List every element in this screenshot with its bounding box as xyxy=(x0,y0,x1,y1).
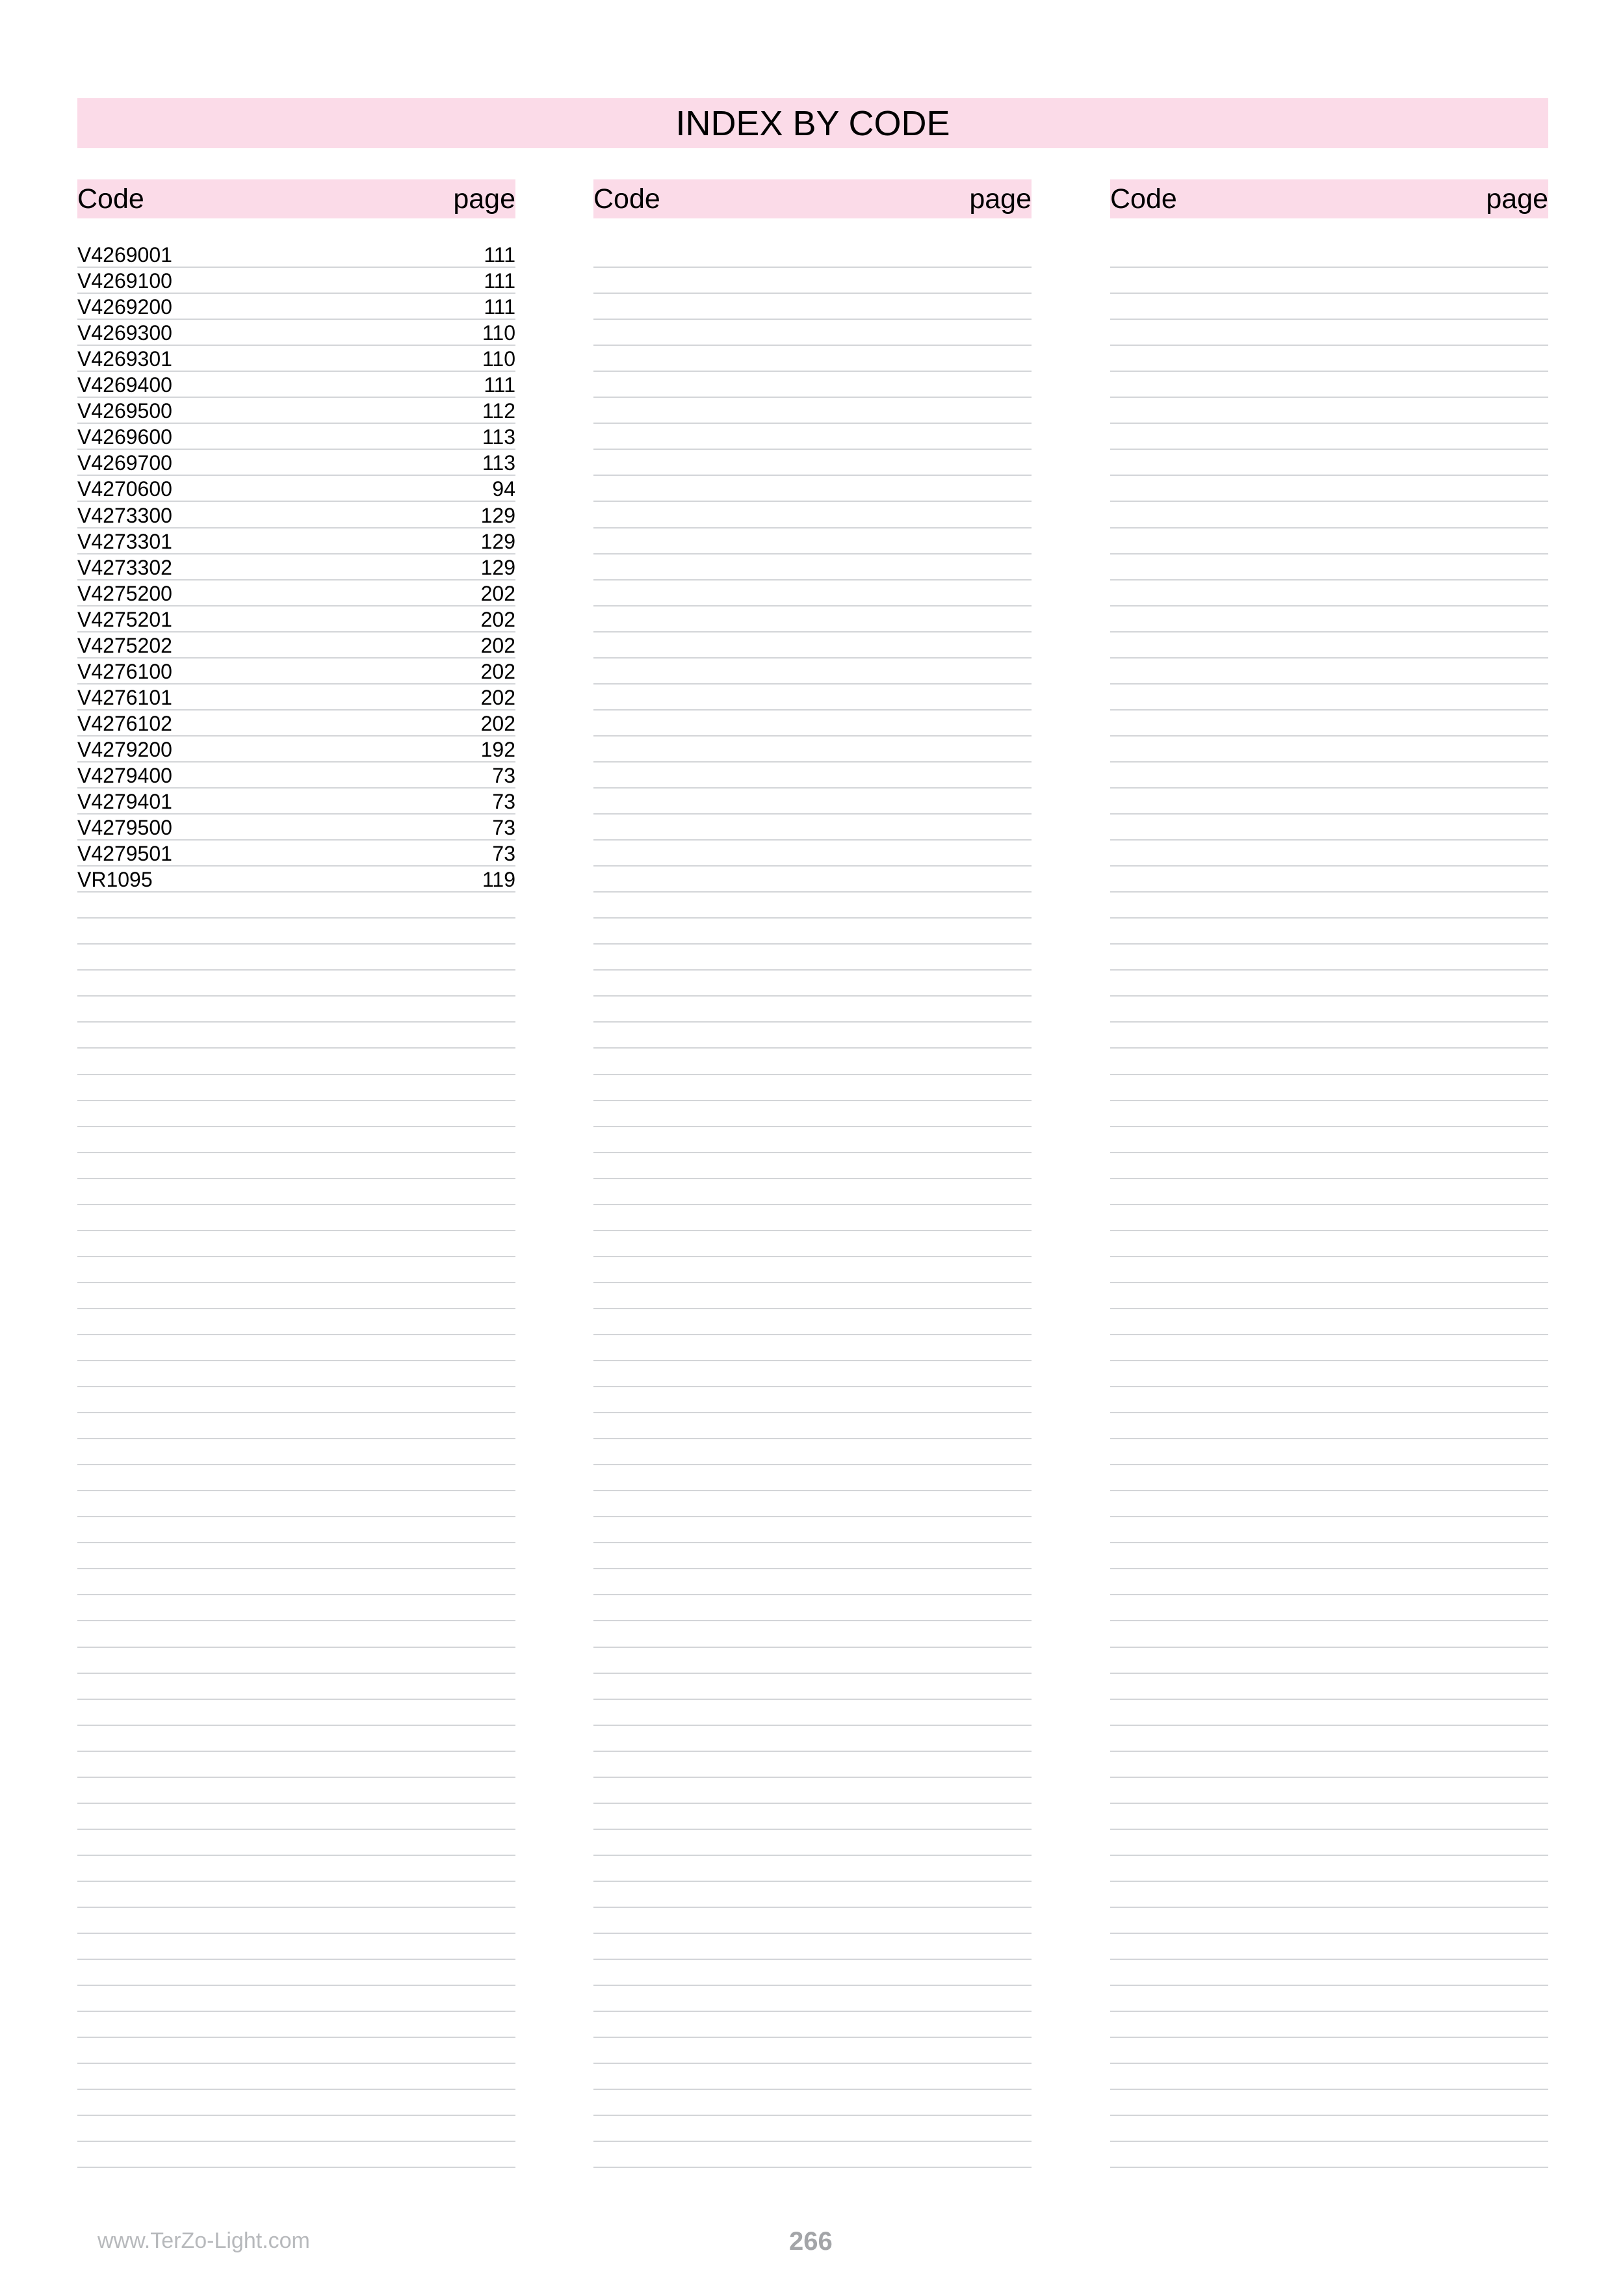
index-row xyxy=(77,1543,515,1569)
entry-code: V4269001 xyxy=(77,243,172,267)
index-row xyxy=(77,1465,515,1491)
index-row xyxy=(77,1882,515,1908)
index-row xyxy=(593,1856,1032,1882)
code-header: Code xyxy=(77,183,144,215)
index-row xyxy=(77,242,515,268)
index-row xyxy=(1110,2012,1548,2038)
index-row xyxy=(77,997,515,1023)
index-row xyxy=(1110,919,1548,945)
index-row xyxy=(593,789,1032,815)
index-row xyxy=(1110,1231,1548,1257)
entry-code: V4269200 xyxy=(77,295,172,319)
index-row xyxy=(593,346,1032,372)
index-row xyxy=(593,1153,1032,1179)
index-row xyxy=(593,1543,1032,1569)
index-row xyxy=(593,476,1032,502)
index-row xyxy=(593,1804,1032,1830)
index-row xyxy=(77,372,515,398)
entry-code: V4269500 xyxy=(77,399,172,423)
page-title: INDEX BY CODE xyxy=(675,103,950,143)
entry-page: 111 xyxy=(484,269,515,293)
entry-code: V4279401 xyxy=(77,790,172,814)
index-row xyxy=(593,2064,1032,2090)
index-row xyxy=(593,607,1032,633)
index-row xyxy=(77,1934,515,1960)
entry-page: 110 xyxy=(482,321,515,345)
index-row xyxy=(593,1700,1032,1726)
index-row xyxy=(593,1569,1032,1595)
index-row xyxy=(1110,1413,1548,1439)
index-row xyxy=(1110,1752,1548,1778)
entry-code: V4269300 xyxy=(77,321,172,345)
index-row xyxy=(77,841,515,867)
entry-page: 94 xyxy=(492,477,515,501)
index-row xyxy=(1110,1934,1548,1960)
index-row xyxy=(1110,1700,1548,1726)
index-row xyxy=(77,450,515,476)
index-row xyxy=(593,919,1032,945)
code-header: Code xyxy=(593,183,660,215)
index-row xyxy=(77,554,515,581)
index-row xyxy=(1110,633,1548,659)
index-row xyxy=(1110,398,1548,424)
index-row xyxy=(1110,372,1548,398)
index-row xyxy=(593,841,1032,867)
index-row xyxy=(77,268,515,294)
entry-page: 73 xyxy=(492,816,515,840)
index-row xyxy=(77,1491,515,1517)
index-row xyxy=(1110,1830,1548,1856)
entry-page: 73 xyxy=(492,763,515,787)
index-row xyxy=(77,893,515,919)
index-row xyxy=(77,2012,515,2038)
index-row xyxy=(1110,789,1548,815)
index-row xyxy=(1110,1309,1548,1335)
index-row xyxy=(77,1179,515,1205)
index-row xyxy=(77,1283,515,1309)
entry-code: V4275200 xyxy=(77,581,172,605)
index-row xyxy=(1110,2090,1548,2116)
index-row xyxy=(1110,1804,1548,1830)
index-row xyxy=(77,1569,515,1595)
index-row xyxy=(77,1153,515,1179)
index-row xyxy=(593,294,1032,320)
entry-page: 202 xyxy=(480,711,515,735)
entry-code: V4273302 xyxy=(77,555,172,579)
index-row xyxy=(1110,2142,1548,2168)
index-row xyxy=(593,1934,1032,1960)
index-row xyxy=(593,2142,1032,2168)
index-row xyxy=(1110,502,1548,528)
index-row xyxy=(77,1778,515,1804)
index-row xyxy=(1110,1491,1548,1517)
index-row xyxy=(593,1986,1032,2012)
index-row xyxy=(1110,867,1548,893)
index-row xyxy=(77,1960,515,1986)
code-header: Code xyxy=(1110,183,1177,215)
index-row xyxy=(77,1413,515,1439)
index-row xyxy=(77,2038,515,2064)
entry-page: 129 xyxy=(480,503,515,527)
index-row xyxy=(1110,320,1548,346)
index-row xyxy=(77,2142,515,2168)
index-row xyxy=(1110,1674,1548,1700)
entry-code: V4279500 xyxy=(77,816,172,840)
index-row xyxy=(1110,1908,1548,1934)
index-row xyxy=(593,893,1032,919)
index-row xyxy=(77,945,515,971)
entry-page: 110 xyxy=(482,347,515,371)
entry-page: 113 xyxy=(482,451,515,475)
entry-page: 202 xyxy=(480,581,515,605)
index-row xyxy=(593,945,1032,971)
index-row xyxy=(593,737,1032,763)
index-row xyxy=(77,1439,515,1465)
index-row xyxy=(77,1075,515,1101)
index-row xyxy=(77,763,515,789)
index-row xyxy=(77,1595,515,1621)
index-row xyxy=(1110,1595,1548,1621)
entry-code: V4275202 xyxy=(77,633,172,657)
entry-code: V4276101 xyxy=(77,685,172,709)
entry-code: VR1095 xyxy=(77,868,153,892)
index-row xyxy=(1110,945,1548,971)
index-row xyxy=(1110,1517,1548,1543)
index-row xyxy=(1110,971,1548,997)
index-row xyxy=(593,1335,1032,1361)
entry-page: 112 xyxy=(482,399,515,423)
index-rows xyxy=(77,242,515,2168)
index-row xyxy=(77,919,515,945)
entry-code: V4279200 xyxy=(77,737,172,761)
index-row xyxy=(593,528,1032,554)
index-row xyxy=(77,737,515,763)
index-row xyxy=(1110,268,1548,294)
index-row xyxy=(593,1023,1032,1049)
index-row xyxy=(77,1517,515,1543)
entry-page: 119 xyxy=(482,868,515,892)
index-row xyxy=(593,659,1032,685)
index-row xyxy=(1110,1543,1548,1569)
entry-code: V4269700 xyxy=(77,451,172,475)
index-row xyxy=(77,659,515,685)
index-title-bar xyxy=(77,98,1548,148)
index-row xyxy=(1110,1361,1548,1387)
index-row xyxy=(1110,1439,1548,1465)
index-row xyxy=(593,2038,1032,2064)
index-row xyxy=(77,1830,515,1856)
entry-page: 111 xyxy=(484,243,515,267)
index-row xyxy=(1110,1049,1548,1075)
index-row xyxy=(77,1908,515,1934)
entry-page: 202 xyxy=(480,685,515,709)
index-row xyxy=(1110,1882,1548,1908)
index-row xyxy=(593,1882,1032,1908)
index-row xyxy=(593,242,1032,268)
index-row xyxy=(593,1075,1032,1101)
index-row xyxy=(593,867,1032,893)
index-row xyxy=(77,1700,515,1726)
index-row xyxy=(1110,1778,1548,1804)
index-row xyxy=(77,1752,515,1778)
entry-page: 192 xyxy=(480,737,515,761)
index-row xyxy=(593,1049,1032,1075)
index-row xyxy=(593,424,1032,450)
index-row xyxy=(1110,2116,1548,2142)
index-row xyxy=(1110,450,1548,476)
index-row xyxy=(77,346,515,372)
entry-code: V4270600 xyxy=(77,477,172,501)
index-row xyxy=(1110,841,1548,867)
index-row xyxy=(1110,659,1548,685)
entry-code: V4279501 xyxy=(77,842,172,866)
index-row xyxy=(1110,1726,1548,1752)
index-row xyxy=(593,1621,1032,1647)
index-row xyxy=(1110,1101,1548,1127)
index-row xyxy=(77,1804,515,1830)
index-row xyxy=(593,711,1032,737)
entry-code: V4269400 xyxy=(77,373,172,397)
index-row xyxy=(593,554,1032,581)
entry-code: V4269600 xyxy=(77,425,172,449)
entry-code: V4273301 xyxy=(77,529,172,553)
index-row xyxy=(593,1413,1032,1439)
index-row xyxy=(1110,737,1548,763)
page-header: page xyxy=(453,183,515,215)
index-row xyxy=(77,1257,515,1283)
index-row xyxy=(1110,607,1548,633)
index-row xyxy=(593,971,1032,997)
index-row xyxy=(1110,1075,1548,1101)
entry-page: 111 xyxy=(484,373,515,397)
index-row xyxy=(593,1101,1032,1127)
index-row xyxy=(593,1517,1032,1543)
index-row xyxy=(1110,294,1548,320)
entry-page: 202 xyxy=(480,607,515,631)
index-row xyxy=(593,1908,1032,1934)
index-row xyxy=(77,815,515,841)
index-row xyxy=(77,502,515,528)
entry-page: 113 xyxy=(482,425,515,449)
index-row xyxy=(593,763,1032,789)
index-row xyxy=(1110,1960,1548,1986)
index-row xyxy=(77,685,515,711)
column-header xyxy=(77,179,515,218)
index-row xyxy=(1110,711,1548,737)
index-row xyxy=(593,581,1032,607)
entry-page: 202 xyxy=(480,659,515,683)
index-row xyxy=(77,1127,515,1153)
index-row xyxy=(593,1127,1032,1153)
entry-page: 73 xyxy=(492,842,515,866)
index-row xyxy=(1110,1465,1548,1491)
index-row xyxy=(593,268,1032,294)
index-row xyxy=(77,1387,515,1413)
entry-page: 202 xyxy=(480,633,515,657)
index-row xyxy=(1110,1335,1548,1361)
index-row xyxy=(77,528,515,554)
index-row xyxy=(77,2116,515,2142)
index-row xyxy=(593,997,1032,1023)
index-row xyxy=(593,1674,1032,1700)
index-row xyxy=(1110,815,1548,841)
index-row xyxy=(1110,528,1548,554)
index-row xyxy=(593,685,1032,711)
index-row xyxy=(77,581,515,607)
index-row xyxy=(77,1205,515,1231)
entry-page: 111 xyxy=(484,295,515,319)
index-row xyxy=(593,1257,1032,1283)
entry-code: V4276102 xyxy=(77,711,172,735)
entry-page: 129 xyxy=(480,529,515,553)
column-header xyxy=(1110,179,1548,218)
index-row xyxy=(77,320,515,346)
index-row xyxy=(1110,1621,1548,1647)
index-row xyxy=(593,320,1032,346)
entry-code: V4279400 xyxy=(77,763,172,787)
page-header: page xyxy=(969,183,1032,215)
index-row xyxy=(593,633,1032,659)
index-row xyxy=(593,1648,1032,1674)
index-row xyxy=(1110,685,1548,711)
index-row xyxy=(593,502,1032,528)
column-header xyxy=(593,179,1032,218)
index-row xyxy=(77,1101,515,1127)
entry-code: V4269301 xyxy=(77,347,172,371)
index-rows xyxy=(1110,242,1548,2168)
index-row xyxy=(77,1674,515,1700)
index-row xyxy=(77,607,515,633)
index-row xyxy=(593,1439,1032,1465)
index-row xyxy=(1110,763,1548,789)
index-row xyxy=(593,372,1032,398)
index-row xyxy=(593,1309,1032,1335)
page-header: page xyxy=(1486,183,1548,215)
index-row xyxy=(1110,1023,1548,1049)
index-row xyxy=(1110,424,1548,450)
index-row xyxy=(77,971,515,997)
index-row xyxy=(77,1361,515,1387)
index-row xyxy=(593,1778,1032,1804)
entry-page: 129 xyxy=(480,555,515,579)
index-row xyxy=(1110,1205,1548,1231)
index-row xyxy=(1110,2064,1548,2090)
entry-code: V4275201 xyxy=(77,607,172,631)
index-row xyxy=(77,789,515,815)
index-row xyxy=(1110,1283,1548,1309)
entry-code: V4276100 xyxy=(77,659,172,683)
index-row xyxy=(593,1361,1032,1387)
index-row xyxy=(593,1491,1032,1517)
index-row xyxy=(1110,1648,1548,1674)
index-row xyxy=(77,2064,515,2090)
index-row xyxy=(77,294,515,320)
index-row xyxy=(1110,581,1548,607)
index-row xyxy=(1110,1127,1548,1153)
index-row xyxy=(77,2090,515,2116)
index-row xyxy=(77,1648,515,1674)
index-row xyxy=(593,1205,1032,1231)
index-row xyxy=(593,1231,1032,1257)
index-row xyxy=(593,1960,1032,1986)
index-row xyxy=(77,1856,515,1882)
index-row xyxy=(77,424,515,450)
index-row xyxy=(593,1830,1032,1856)
index-rows xyxy=(593,242,1032,2168)
index-column-3 xyxy=(1110,179,1548,218)
entry-page: 73 xyxy=(492,790,515,814)
index-row xyxy=(593,450,1032,476)
index-row xyxy=(593,1465,1032,1491)
entry-code: V4273300 xyxy=(77,503,172,527)
index-row xyxy=(1110,242,1548,268)
index-row xyxy=(1110,1986,1548,2012)
index-row xyxy=(77,1309,515,1335)
index-row xyxy=(593,398,1032,424)
index-row xyxy=(593,1179,1032,1205)
index-column-1 xyxy=(77,179,515,892)
index-row xyxy=(1110,346,1548,372)
index-row xyxy=(1110,1179,1548,1205)
index-row xyxy=(593,1595,1032,1621)
footer-website: www.TerZo-Light.com xyxy=(97,2228,310,2253)
index-row xyxy=(1110,476,1548,502)
index-row xyxy=(1110,554,1548,581)
index-row xyxy=(1110,997,1548,1023)
index-row xyxy=(77,1986,515,2012)
index-row xyxy=(77,1726,515,1752)
index-column-2 xyxy=(593,179,1032,218)
index-row xyxy=(1110,1153,1548,1179)
footer-page-number: 266 xyxy=(789,2227,833,2256)
index-row xyxy=(593,2012,1032,2038)
index-row xyxy=(77,1231,515,1257)
index-row xyxy=(593,1726,1032,1752)
index-row xyxy=(593,1752,1032,1778)
index-row xyxy=(1110,2038,1548,2064)
index-row xyxy=(77,398,515,424)
index-row xyxy=(1110,1569,1548,1595)
index-row xyxy=(1110,1387,1548,1413)
index-row xyxy=(593,1283,1032,1309)
index-row xyxy=(77,1049,515,1075)
index-row xyxy=(77,1335,515,1361)
index-row xyxy=(593,1387,1032,1413)
index-row xyxy=(77,476,515,502)
index-row xyxy=(77,867,515,893)
entry-code: V4269100 xyxy=(77,269,172,293)
index-row xyxy=(77,633,515,659)
index-row xyxy=(77,711,515,737)
index-row xyxy=(1110,1257,1548,1283)
index-row xyxy=(1110,893,1548,919)
index-row xyxy=(593,815,1032,841)
index-row xyxy=(1110,1856,1548,1882)
index-row xyxy=(77,1621,515,1647)
index-row xyxy=(593,2116,1032,2142)
index-row xyxy=(77,1023,515,1049)
index-row xyxy=(593,2090,1032,2116)
